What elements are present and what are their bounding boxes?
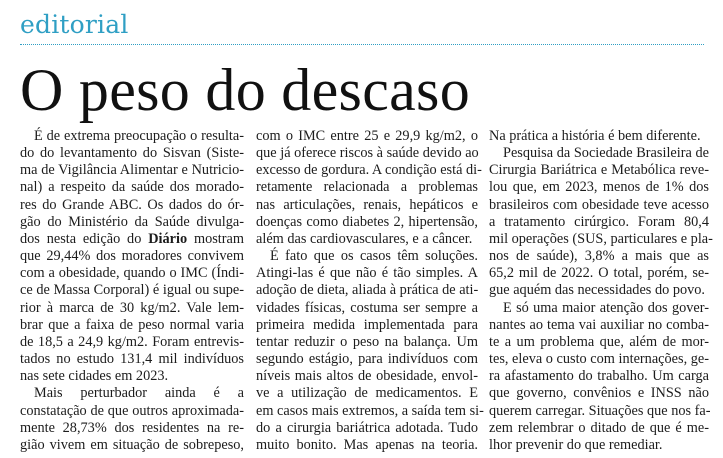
text-line: mil operações (SUS, particulares e pla- (489, 230, 713, 247)
text-line-part: dos nesta edição do (20, 230, 149, 247)
text-line: ra afastamento do trabalho. Um carga (489, 368, 709, 385)
text-line: 65,2 mil de 2022. O total, porém, se- (489, 265, 709, 282)
text-line: nas sete cidades em 2023. (20, 368, 169, 385)
text-line: que já oferece riscos à saúde devido ao (256, 145, 479, 162)
text-line: tes, eleva o custo com internações, ge- (489, 351, 709, 368)
text-line: em casos mais extremos, a saída tem si- (256, 402, 484, 419)
text-line: querem carregar. Situações que nos fa- (489, 402, 711, 419)
text-line: Cirurgia Bariátrica e Metabólica reve- (489, 162, 709, 179)
text-line: Na prática a história é bem diferente. (489, 128, 701, 144)
text-line: vidades físicas, costuma ser sempre a (256, 299, 478, 316)
text-line: excesso de gordura. A condição está di- (256, 162, 482, 179)
text-line: com o IMC entre 25 e 29,9 kg/m2, o (256, 128, 478, 144)
text-line: além das cardiovasculares, e a câncer. (256, 230, 473, 247)
text-line: Mais perturbador ainda é a (34, 385, 244, 402)
text-line: muito bonito. Mas apenas na teoria. (256, 436, 478, 453)
text-line: gião vivem em situação de sobrepeso, (20, 436, 244, 453)
text-line: nantes ao tema vai auxiliar no comba- (489, 316, 709, 333)
section-label: editorial (20, 10, 129, 39)
text-line: a tratamento cirúrgico. Foram 80,4 (489, 213, 709, 230)
text-line: retamente relacionada a problemas (256, 179, 478, 196)
text-line: res do Grande ABC. Os dados do ór- (20, 196, 244, 213)
article-column-2 (256, 128, 484, 454)
text-line: do do levantamento do Sisvan (Siste- (20, 145, 244, 162)
headline: O peso do descaso (20, 57, 471, 123)
text-line: Pesquisa da Sociedade Brasileira de (503, 145, 709, 162)
text-line: tentar reduzir o peso na balança. Um (256, 333, 478, 350)
text-line: primeira medida implementada para (256, 316, 478, 333)
text-line: gue aquém das necessidades do povo. (489, 282, 705, 299)
text-line: rior à marca de 30 kg/m2. Vale lem- (20, 299, 244, 316)
text-line: nos de saúde), 3,8% a mais que as (489, 248, 709, 265)
text-line: doenças como diabetes 2, hipertensão, (256, 213, 478, 230)
text-line: níveis mais altos de obesidade, envol- (256, 368, 478, 385)
text-line: constatação de que outros aproximada- (20, 402, 244, 419)
text-line: ce de Massa Corporal) é igual ou supe- (20, 282, 244, 299)
text-line: nas articulações, renais, hepáticos e (256, 196, 478, 213)
text-line: que governo, convênios e INSS não (489, 385, 709, 402)
text-line: mente 28,73% dos residentes na re- (20, 419, 244, 436)
text-line: segundo estágio, para indivíduos com (256, 351, 478, 368)
text-line: Atingi-las é que não é tão simples. A (256, 265, 478, 282)
text-line: brasileiros com obesidade teve acesso (489, 196, 709, 213)
text-line: lou que, em 2023, menos de 1% dos (489, 179, 709, 196)
text-line: ve a utilização de medicamentos. E (256, 385, 478, 402)
text-line (20, 231, 244, 248)
article-column-3 (489, 128, 713, 454)
text-line: E só uma maior atenção dos gover- (503, 299, 709, 316)
text-line: te a um problema que, além de mor- (489, 333, 709, 350)
text-line: com a obesidade, quando o IMC (Índi- (20, 265, 244, 282)
text-line: nal) a respeito da saúde dos morado- (20, 179, 244, 196)
text-line: É de extrema preocupação o resulta- (34, 128, 244, 144)
text-line: lhor prevenir do que remediar. (489, 436, 663, 453)
text-line-part: mostram (187, 230, 244, 247)
text-line: de 18,5 a 24,9 kg/m2. Foram entrevis- (20, 333, 244, 350)
article-column-1 (20, 128, 244, 454)
text-line: do a cirurgia bariátrica adotada. Tudo (256, 419, 478, 436)
text-line: adoção de dieta, aliada à prática de ati- (256, 282, 479, 299)
newspaper-name: Diário (148, 230, 188, 247)
section-divider (20, 44, 704, 45)
text-line: tados no estudo 131,4 mil indivíduos (20, 351, 244, 368)
text-line: gão do Ministério da Saúde divulga- (20, 213, 244, 230)
text-line: brar que a faixa de peso normal varia (20, 316, 244, 333)
text-line: É fato que os casos têm soluções. (270, 248, 478, 265)
text-line: zem relembrar o ditado de que é me- (489, 419, 709, 436)
text-line: que 29,44% dos moradores convivem (20, 248, 244, 265)
text-line: ma de Vigilância Alimentar e Nutricio- (20, 162, 244, 179)
